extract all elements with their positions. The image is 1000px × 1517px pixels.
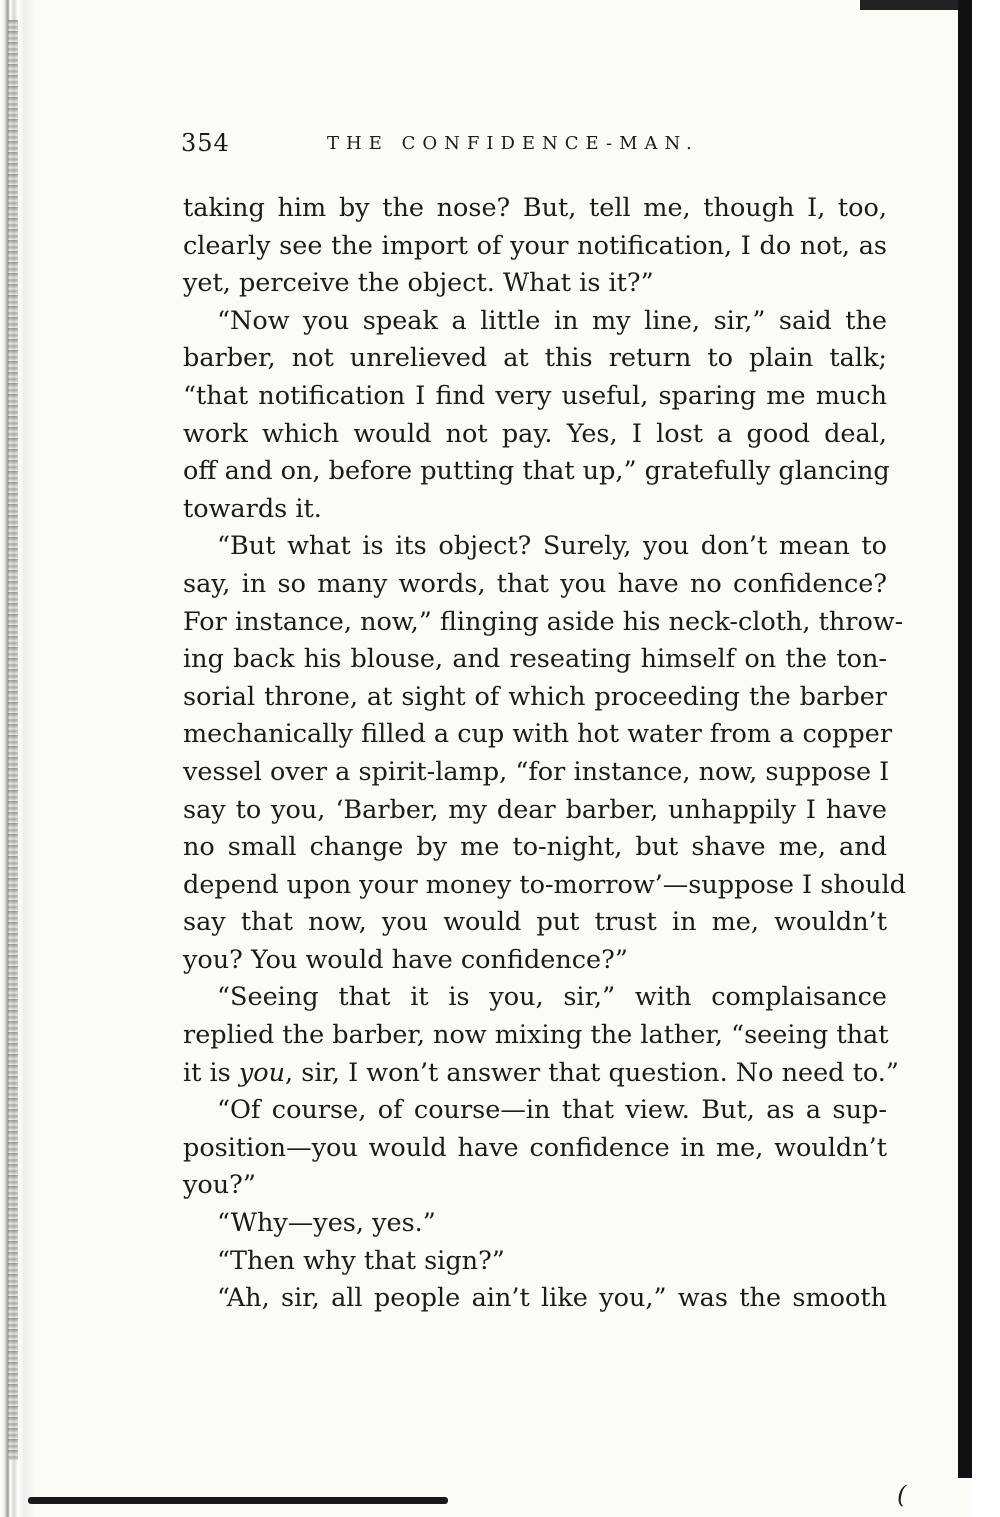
text-line: “Then why that sign?” xyxy=(217,1245,505,1276)
scan-right-margin xyxy=(972,0,1000,1517)
text-line: taking him by the nose? But, tell me, though I, too, xyxy=(183,193,887,223)
body-text xyxy=(183,190,906,1318)
text-line: depend upon your money to-morrow’—suppose I should xyxy=(183,869,906,900)
margin-mark: ( xyxy=(897,1481,907,1509)
text-line: clearly see the import of your notification, I do not, as xyxy=(183,230,887,261)
text-line: say to you, ‘Barber, my dear barber, unhappily I have xyxy=(183,794,887,825)
text-segment: it is xyxy=(183,1057,239,1088)
text-line: “But what is its object? Surely, you don’t mean to xyxy=(217,531,887,562)
text-line: “Seeing that it is you, sir,” with complaisance xyxy=(217,982,887,1013)
emphasized-word: you xyxy=(238,1057,286,1088)
text-line: replied the barber, now mixing the lather, “seeing that xyxy=(183,1020,889,1051)
text-line: yet, perceive the object. What is it?” xyxy=(183,268,654,299)
page-number: 354 xyxy=(181,129,230,157)
text-line: “Now you speak a little in my line, sir,” said the xyxy=(217,305,887,336)
text-line: say, in so many words, that you have no confidence? xyxy=(183,568,887,599)
scan-right-edge xyxy=(958,0,972,1478)
text-line: “Ah, sir, all people ain’t like you,” was the smooth xyxy=(217,1283,887,1314)
text-line: “that notification I find very useful, sparing me much xyxy=(183,380,887,411)
text-line: no small change by me to-night, but shave me, and xyxy=(183,832,887,863)
text-line: barber, not unrelieved at this return to plain talk; xyxy=(183,343,887,374)
scan-bottom-edge xyxy=(28,1497,448,1504)
scan-left-edge xyxy=(0,0,36,1517)
text-line: position—you would have confidence in me, wouldn’t xyxy=(183,1132,887,1163)
page-header xyxy=(181,129,901,161)
text-segment: , sir, I won’t answer that question. No need to.” xyxy=(285,1057,899,1088)
text-line: you?” xyxy=(183,1170,256,1201)
text-line-emphasis xyxy=(183,1055,899,1093)
running-title: THE CONFIDENCE-MAN. xyxy=(327,133,699,154)
text-line: sorial throne, at sight of which proceeding the barber xyxy=(183,681,887,712)
text-line: off and on, before putting that up,” gratefully glancing xyxy=(183,456,890,487)
text-line: say that now, you would put trust in me, wouldn’t xyxy=(183,907,887,938)
text-line: you? You would have confidence?” xyxy=(183,944,628,975)
text-line: For instance, now,” flinging aside his neck-cloth, throw- xyxy=(183,606,904,637)
text-line: work which would not pay. Yes, I lost a good deal, xyxy=(183,418,887,449)
text-line: mechanically filled a cup with hot water from a copper xyxy=(183,719,893,750)
text-line: towards it. xyxy=(183,493,322,524)
text-line: “Of course, of course—in that view. But, as a sup- xyxy=(217,1095,887,1126)
text-line: vessel over a spirit-lamp, “for instance, now, suppose I xyxy=(183,756,890,787)
text-line: ing back his blouse, and reseating himself on the ton- xyxy=(183,644,887,675)
text-line: “Why—yes, yes.” xyxy=(217,1208,436,1239)
